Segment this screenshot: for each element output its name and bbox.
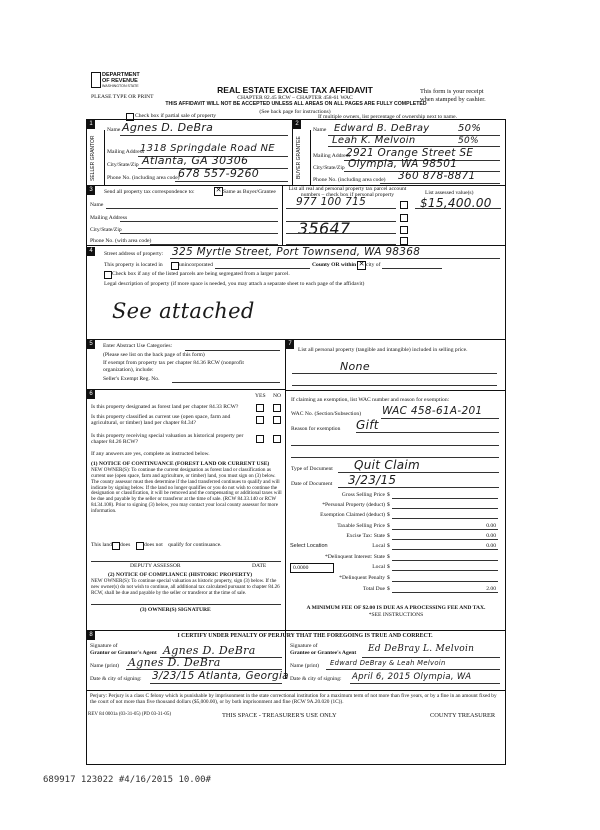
- this-land-label: This land: [91, 542, 112, 548]
- form-warning: THIS AFFIDAVIT WILL NOT BE ACCEPTED UNLESS ALL AREAS ON ALL PAGES ARE FULLY COMPLETED: [165, 101, 427, 107]
- perjury-note: Perjury: Perjury is a class C felony which is punishable by imprisonment in the state correctional institution for a maximum term of not more than five years, or by a fine in an amount fixed by the court of not more than five thousand dollars ($5,000.00), or by both imprisonment and fine (RCW 9A.20.020 (1C)).: [90, 693, 497, 706]
- dollar-sign: $: [387, 523, 390, 529]
- parcel-pp-checkbox-4[interactable]: [400, 237, 408, 245]
- reason-value[interactable]: Gift: [356, 418, 379, 432]
- grantor-date-city[interactable]: 3/23/15 Atlanta, Georgia: [152, 670, 289, 682]
- claiming-exemption: If claiming an exemption, list WAC number and reason for exemption:: [291, 397, 450, 403]
- section-number-7: 7: [286, 340, 294, 349]
- wac-value[interactable]: WAC 458-61A-201: [382, 405, 483, 417]
- select-location[interactable]: Select Location: [290, 543, 328, 549]
- assessor-date: DATE: [252, 563, 267, 569]
- unincorporated-checkbox[interactable]: [171, 262, 179, 270]
- assessed-value[interactable]: $15,400.00: [420, 196, 492, 210]
- grantor-sig-label2: Grantor or Grantor's Agent: [90, 650, 157, 656]
- receipt-line1: This form is your receipt: [420, 88, 484, 95]
- q2-no[interactable]: [273, 416, 281, 424]
- unincorporated-label: unincorporated: [179, 262, 213, 268]
- seller-name-label: Name: [107, 127, 121, 133]
- dollar-sign: $: [387, 533, 390, 539]
- tax-row-label: Total Due: [362, 586, 385, 592]
- s3-name-label: Name: [90, 202, 104, 208]
- grantee-date-city[interactable]: April 6, 2015 Olympia, WA: [352, 672, 472, 682]
- seller-phone-label: Phone No. (including area code): [107, 175, 180, 181]
- q2-yes[interactable]: [256, 416, 264, 424]
- grantor-date-label: Date & city of signing:: [90, 676, 142, 682]
- buyer-pct-1[interactable]: 50%: [458, 123, 482, 134]
- send-all-label: Send all property tax correspondence to:: [104, 189, 195, 195]
- grantee-date-label: Date & city of signing:: [290, 676, 342, 682]
- does-checkbox[interactable]: [112, 542, 120, 550]
- parcel-list-header: List all real and personal property tax parcel account numbers – check box if personal property: [288, 186, 407, 199]
- seller-name[interactable]: Agnes D. DeBra: [122, 121, 214, 134]
- q3-label: Is this property receiving special valuation as historical property per chapter 84.26 RCW?: [91, 433, 244, 446]
- yes-header: YES: [255, 393, 266, 399]
- segregated-checkbox[interactable]: [104, 271, 112, 279]
- within-city-checkbox[interactable]: ✕: [358, 261, 365, 268]
- seller-city-label: City/State/Zip: [107, 162, 139, 168]
- multiple-owners-note: If multiple owners, list percentage of ownership next to name.: [318, 114, 458, 120]
- parcel-pp-checkbox-3[interactable]: [400, 226, 408, 234]
- buyer-phone-label: Phone No. (including area code): [313, 177, 386, 183]
- see-attached[interactable]: See attached: [112, 299, 255, 323]
- please-type: PLEASE TYPE OR PRINT: [91, 94, 154, 100]
- personal-property-value[interactable]: None: [340, 360, 370, 373]
- wac-label: WAC No. (Section/Subsection): [291, 411, 362, 417]
- grantor-sig-label1: Signature of: [90, 643, 118, 649]
- section-number-1: 1: [87, 120, 95, 129]
- buyer-city[interactable]: Olympia, WA 98501: [348, 158, 458, 170]
- exempt-line2: organization), include:: [103, 367, 154, 373]
- grantee-name-print[interactable]: Edward DeBray & Leah Melvoin: [330, 659, 446, 667]
- reason-label: Reason for exemption: [291, 426, 341, 432]
- tax-row-label: Gross Selling Price: [341, 492, 385, 498]
- parcel-pp-checkbox-2[interactable]: [400, 214, 408, 222]
- tax-row-value: 0.00: [486, 523, 496, 529]
- notice1-title: (1) NOTICE OF CONTINUANCE (FOREST LAND OR CURRENT USE): [91, 461, 270, 467]
- does-not-label: does not: [144, 542, 163, 548]
- abstract-label: Enter Abstract Use Categories:: [103, 343, 173, 349]
- recording-stamp: 689917 123022 #4/16/2015 10.00#: [43, 775, 211, 785]
- dollar-sign: $: [387, 492, 390, 498]
- section-number-2: 2: [293, 120, 301, 129]
- dollar-sign: $: [387, 586, 390, 592]
- street-label: Street address of property:: [104, 251, 164, 257]
- s3-phone-label: Phone No. (with area code): [90, 238, 152, 244]
- county-or-within: County OR within: [312, 262, 357, 268]
- section-number-6: 6: [87, 390, 95, 399]
- q2-label: Is this property classified as current use (open space, farm and agricultural, or timber) land per chapter 84.34?: [91, 414, 231, 427]
- buyer-pct-2[interactable]: 50%: [458, 136, 479, 146]
- notice2-title: (2) NOTICE OF COMPLIANCE (HISTORIC PROPERTY): [108, 572, 253, 578]
- buyer-name-2[interactable]: Leah K. Melvoin: [332, 135, 416, 146]
- buyer-name-label: Name: [313, 127, 327, 133]
- owner-signature-label: (3) OWNER(S) SIGNATURE: [140, 607, 211, 613]
- receipt-line2: when stamped by cashier.: [420, 96, 486, 103]
- tax-row-label: Local: [372, 543, 385, 549]
- dollar-sign: $: [387, 502, 390, 508]
- doc-date-value[interactable]: 3/23/15: [348, 473, 397, 487]
- dollar-sign: $: [387, 575, 390, 581]
- parcel-pp-checkbox-1[interactable]: [400, 201, 408, 209]
- assessed-header: List assessed value(s): [425, 190, 474, 196]
- dept-line1: DEPARTMENT: [102, 72, 140, 78]
- tax-row-label: *Delinquent Interest: State: [325, 554, 385, 560]
- tax-row-label: Exemption Claimed (deduct): [320, 512, 385, 518]
- grantee-name-label: Name (print): [290, 663, 320, 669]
- parcel-2[interactable]: 35647: [298, 219, 351, 238]
- s3-mailing-label: Mailing Address: [90, 215, 128, 221]
- form-chapter: CHAPTER 82.45 RCW – CHAPTER 458-61 WAC: [237, 95, 353, 101]
- tax-row-label: *Personal Property (deduct): [322, 502, 385, 508]
- street-address[interactable]: 325 Myrtle Street, Port Townsend, WA 98368: [172, 246, 421, 258]
- parcel-1[interactable]: 977 100 715: [296, 196, 367, 208]
- does-not-checkbox[interactable]: [136, 542, 144, 550]
- seller-mailing-label: Mailing Address: [107, 149, 145, 155]
- logo-icon: [91, 72, 101, 88]
- dollar-sign: $: [387, 564, 390, 570]
- grantor-signature[interactable]: Agnes D. DeBra: [163, 644, 256, 657]
- county-treasurer: COUNTY TREASURER: [430, 712, 496, 719]
- section-number-4: 4: [87, 247, 95, 256]
- section-number-5: 5: [87, 340, 95, 349]
- q1-no[interactable]: [273, 404, 281, 412]
- minimum-fee-note: A MINIMUM FEE OF $2.00 IS DUE AS A PROCESSING FEE AND TAX.: [306, 605, 486, 611]
- tax-row-label: Local: [372, 564, 385, 570]
- does-label: does: [120, 542, 131, 548]
- doc-date-label: Date of Document: [291, 481, 333, 487]
- dollar-sign: $: [387, 554, 390, 560]
- form-rev: REV 84 0001a (03-31-05) (PD 03-31-05): [88, 712, 172, 717]
- seller-mailing[interactable]: 1318 Springdale Road NE: [140, 143, 275, 154]
- treasurer-space: THIS SPACE - TREASURER'S USE ONLY: [222, 712, 337, 719]
- tax-row-value: 2.00: [486, 586, 496, 592]
- same-as-buyer-label: Same as Buyer/Grantee: [223, 189, 276, 195]
- buyer-grantee-label: BUYER GRANTEE: [296, 136, 302, 180]
- certify-statement: I CERTIFY UNDER PENALTY OF PERJURY THAT THE FOREGOING IS TRUE AND CORRECT.: [177, 633, 433, 639]
- seller-city[interactable]: Atlanta, GA 30306: [142, 154, 249, 167]
- q3-no[interactable]: [273, 435, 281, 443]
- see-back: (See back page for instructions): [259, 109, 331, 115]
- grantee-signature[interactable]: Ed DeBray L. Melvoin: [368, 644, 475, 654]
- dept-line3: WASHINGTON STATE: [102, 84, 139, 88]
- any-yes-note: If any answers are yes, complete as instructed below.: [91, 451, 210, 457]
- buyer-mailing[interactable]: 2921 Orange Street SE: [346, 147, 474, 159]
- segregated-label: Check box if any of the listed parcels are being segregated from a larger parcel.: [112, 271, 290, 277]
- seller-grantor-label: SELLER GRANTOR: [90, 135, 96, 181]
- tax-row-value: 0.00: [486, 543, 496, 549]
- partial-sale-label: Check box if partial sale of property: [135, 113, 217, 119]
- city-of-label: city of: [366, 262, 381, 268]
- please-see-label: (Please see list on the back page of this form): [103, 352, 205, 358]
- department-logo: [91, 72, 147, 92]
- tax-row-value: 0.00: [486, 533, 496, 539]
- q1-yes[interactable]: [256, 404, 264, 412]
- dept-line2: OF REVENUE: [102, 78, 138, 84]
- personal-property-label: List all personal property (tangible and intangible) included in selling price.: [298, 347, 468, 353]
- buyer-phone[interactable]: 360 878-8871: [398, 170, 476, 182]
- doc-type-label: Type of Document: [291, 466, 333, 472]
- grantee-sig-label1: Signature of: [290, 643, 318, 649]
- form-title: REAL ESTATE EXCISE TAX AFFIDAVIT: [217, 85, 373, 95]
- grantor-name-print[interactable]: Agnes D. DeBra: [128, 656, 221, 669]
- tax-row-label: *Delinquent Penalty: [339, 575, 385, 581]
- grantee-sig-label2: Grantee or Grantee's Agent: [290, 650, 357, 656]
- exempt-line1: If exempt from property tax per chapter 84.36 RCW (nonprofit: [103, 360, 244, 366]
- notice2-body: NEW OWNER(S): To continue special valuation as historic property, sign (3) below. If the new owner(s) do not wish to continue, all additional tax calculated pursuant to chapter 84.26 RCW, shall be due and payable by the seller or transferor at the time of sale.: [91, 578, 280, 596]
- section-number-8: 8: [87, 631, 95, 640]
- dollar-sign: $: [387, 512, 390, 518]
- dollar-sign: $: [387, 543, 390, 549]
- located-in-label: This property is located in: [104, 262, 163, 268]
- doc-type-value[interactable]: Quit Claim: [354, 458, 420, 472]
- deputy-assessor: DEPUTY ASSESSOR: [130, 563, 181, 569]
- tax-row-label: Taxable Selling Price: [337, 523, 385, 529]
- section-number-3: 3: [87, 186, 95, 195]
- legal-desc-label: Legal description of property (if more space is needed, you may attach a separate sheet to each page of the affidavit): [104, 281, 365, 287]
- buyer-city-label: City/State/Zip: [313, 165, 345, 171]
- s3-city-label: City/State/Zip: [90, 227, 122, 233]
- buyer-name-1[interactable]: Edward B. DeBray: [334, 123, 430, 134]
- seller-phone[interactable]: 678 557-9260: [178, 167, 260, 180]
- tax-row-label: Excise Tax: State: [346, 533, 385, 539]
- rate-input[interactable]: 0.0000: [290, 563, 334, 573]
- notice1-body: NEW OWNER(S): To continue the current designation as forest land or classification as current use (open space, farm and agriculture, or timber) land, you must sign on (3) below. The county assessor must then determine if the land transferred continues to qualify and will indicate by signing below. If the land no longer qualifies or you do not wish to continue the designation or classification, it will be removed and the compensating or additional taxes will be due and payable by the seller or transferor at the time of sale. (RCW 84.33.140 or RCW 84.34.108). Prior to signing (3) below, you may contact your local county assessor for more information.: [91, 467, 282, 514]
- same-as-buyer-checkbox[interactable]: ✕: [215, 187, 222, 194]
- buyer-mailing-label: Mailing Address: [313, 153, 351, 159]
- qualify-label: qualify for continuance.: [168, 542, 222, 548]
- exempt-reg-label: Seller's Exempt Reg. No.: [103, 376, 160, 382]
- grantor-name-label: Name (print): [90, 663, 120, 669]
- see-instructions: *SEE INSTRUCTIONS: [368, 612, 424, 618]
- no-header: NO: [273, 393, 282, 399]
- q3-yes[interactable]: [256, 435, 264, 443]
- tax-calc-table: [290, 492, 500, 600]
- q1-label: Is this property designated as forest land per chapter 84.33 RCW?: [91, 404, 239, 410]
